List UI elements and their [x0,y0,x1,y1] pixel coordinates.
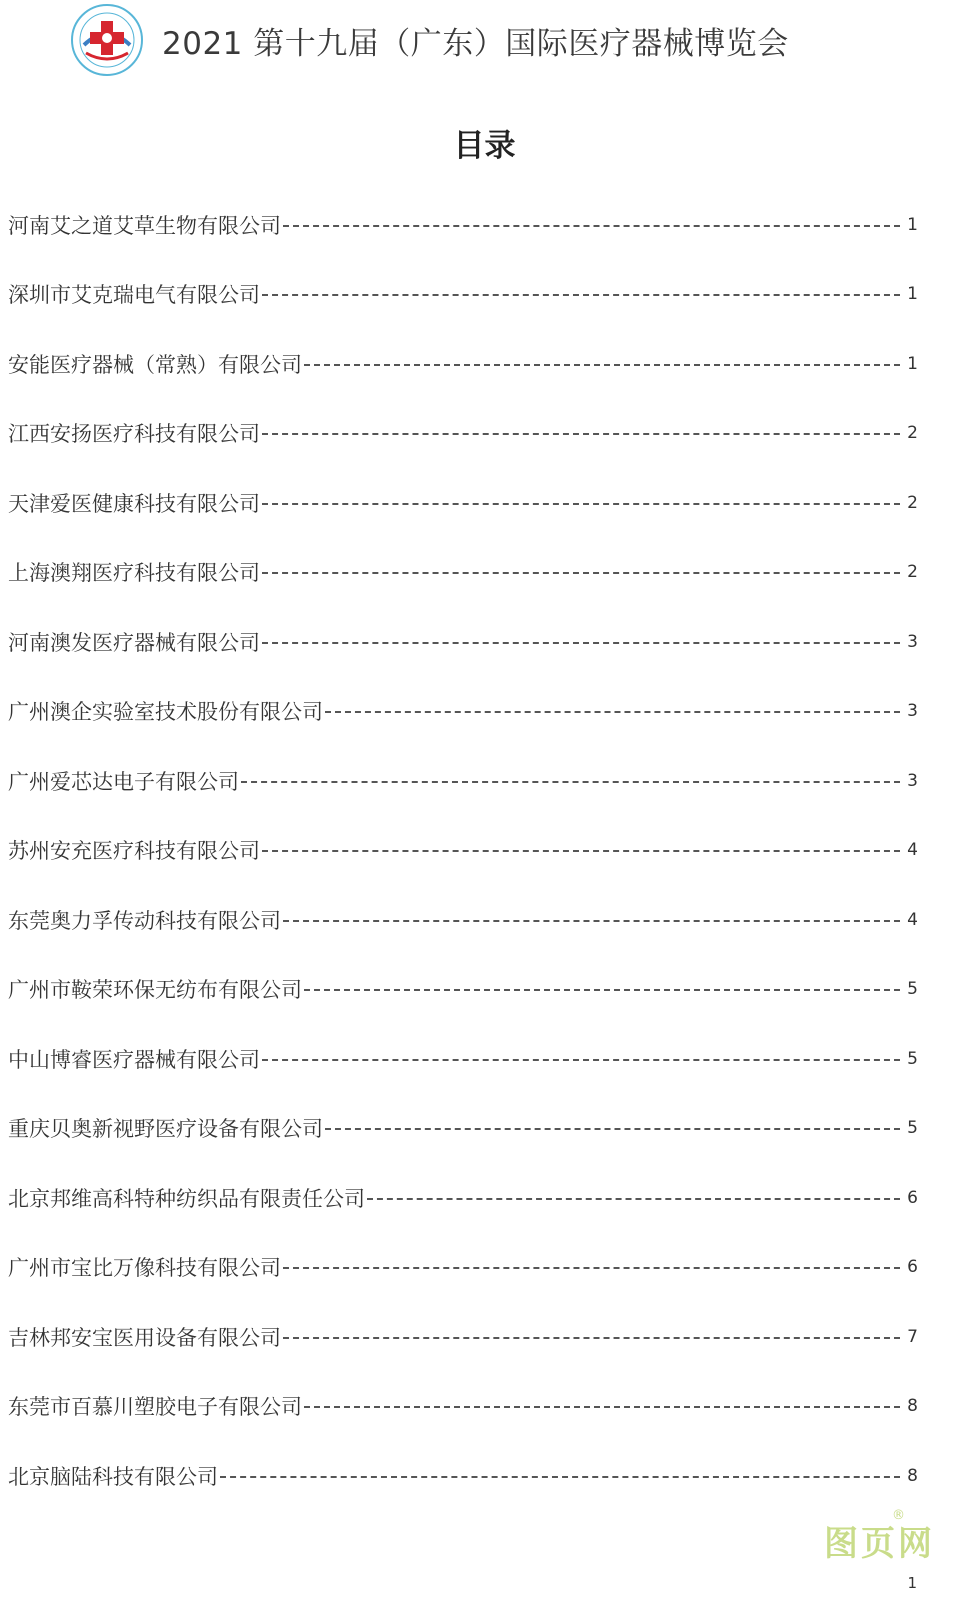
toc-entry[interactable] [8,190,918,260]
toc-leader-dashes [262,294,900,296]
toc-entry[interactable] [8,746,918,816]
toc-entry-name: 东莞奥力孚传动科技有限公司 [8,908,281,933]
toc-entry-name: 吉林邦安宝医用设备有限公司 [8,1325,281,1350]
toc-entry[interactable] [8,1441,918,1511]
toc-entry-name: 广州市鞍荣环保无纺布有限公司 [8,978,302,1003]
toc-entry-name: 江西安扬医疗科技有限公司 [8,422,260,447]
toc-entry-page: 3 [907,631,918,652]
toc-entry-name: 苏州安充医疗科技有限公司 [8,839,260,864]
toc-entry-name: 天津爱医健康科技有限公司 [8,491,260,516]
toc-entry-name: 中山博睿医疗器械有限公司 [8,1047,260,1072]
toc-leader-dashes [262,503,900,505]
toc-leader-dashes [283,1267,900,1269]
toc-entry[interactable] [8,1372,918,1442]
document-header [70,0,930,80]
toc-entry-page: 4 [907,909,918,930]
toc-entry-name: 东莞市百慕川塑胶电子有限公司 [8,1395,302,1420]
toc-entry[interactable] [8,885,918,955]
toc-leader-dashes [262,433,900,435]
toc-entry-page: 1 [907,214,918,235]
toc-entry-name: 北京脑陆科技有限公司 [8,1464,218,1489]
toc-entry-name: 重庆贝奥新视野医疗设备有限公司 [8,1117,323,1142]
toc-entry-page: 2 [907,492,918,513]
toc-entry-name: 广州市宝比万像科技有限公司 [8,1256,281,1281]
toc-entry[interactable] [8,955,918,1025]
toc-entry-page: 7 [907,1326,918,1347]
toc-entry-page: 8 [907,1396,918,1417]
toc-entry-page: 5 [907,979,918,1000]
toc-leader-dashes [367,1198,900,1200]
toc-leader-dashes [262,1059,900,1061]
toc-entry[interactable] [8,399,918,469]
toc-leader-dashes [325,1128,900,1130]
toc-leader-dashes [220,1476,900,1478]
toc-leader-dashes [304,1406,900,1408]
toc-leader-dashes [304,364,900,366]
toc-leader-dashes [283,225,900,227]
watermark: 图页网 [824,1524,935,1564]
toc-list [8,190,918,1511]
toc-entry-name: 广州澳企实验室技术股份有限公司 [8,700,323,725]
toc-entry[interactable] [8,607,918,677]
toc-entry-page: 5 [907,1118,918,1139]
page-number: 1 [907,1574,917,1592]
toc-leader-dashes [262,850,900,852]
toc-leader-dashes [262,642,900,644]
toc-entry[interactable] [8,538,918,608]
toc-leader-dashes [304,989,900,991]
toc-entry[interactable] [8,1094,918,1164]
toc-entry-page: 4 [907,840,918,861]
toc-leader-dashes [283,1337,900,1339]
toc-entry-name: 北京邦维高科特种纺织品有限责任公司 [8,1186,365,1211]
watermark-registered-mark: ® [892,1508,905,1523]
toc-entry-name: 河南艾之道艾草生物有限公司 [8,213,281,238]
toc-title: 目录 [453,128,516,164]
toc-entry-page: 2 [907,562,918,583]
toc-entry-page: 3 [907,701,918,722]
toc-entry-page: 6 [907,1257,918,1278]
toc-entry[interactable] [8,1163,918,1233]
toc-entry-page: 6 [907,1187,918,1208]
toc-entry[interactable] [8,468,918,538]
toc-leader-dashes [325,711,900,713]
toc-entry[interactable] [8,1233,918,1303]
toc-entry-name: 上海澳翔医疗科技有限公司 [8,561,260,586]
header-title: 2021 第十九届（广东）国际医疗器械博览会 [162,25,789,62]
toc-entry-name: 安能医疗器械（常熟）有限公司 [8,352,302,377]
toc-entry-page: 8 [907,1465,918,1486]
toc-entry-page: 1 [907,353,918,374]
toc-entry-name: 河南澳发医疗器械有限公司 [8,630,260,655]
toc-entry-page: 2 [907,423,918,444]
toc-entry[interactable] [8,329,918,399]
toc-entry[interactable] [8,677,918,747]
toc-entry-page: 1 [907,284,918,305]
toc-entry[interactable] [8,816,918,886]
toc-entry-page: 5 [907,1048,918,1069]
toc-entry[interactable] [8,1024,918,1094]
expo-logo-icon [70,3,144,77]
toc-leader-dashes [241,781,900,783]
toc-entry[interactable] [8,260,918,330]
toc-entry-page: 3 [907,770,918,791]
toc-entry[interactable] [8,1302,918,1372]
toc-entry-name: 广州爱芯达电子有限公司 [8,769,239,794]
toc-leader-dashes [283,920,900,922]
toc-entry-name: 深圳市艾克瑞电气有限公司 [8,283,260,308]
toc-leader-dashes [262,572,900,574]
